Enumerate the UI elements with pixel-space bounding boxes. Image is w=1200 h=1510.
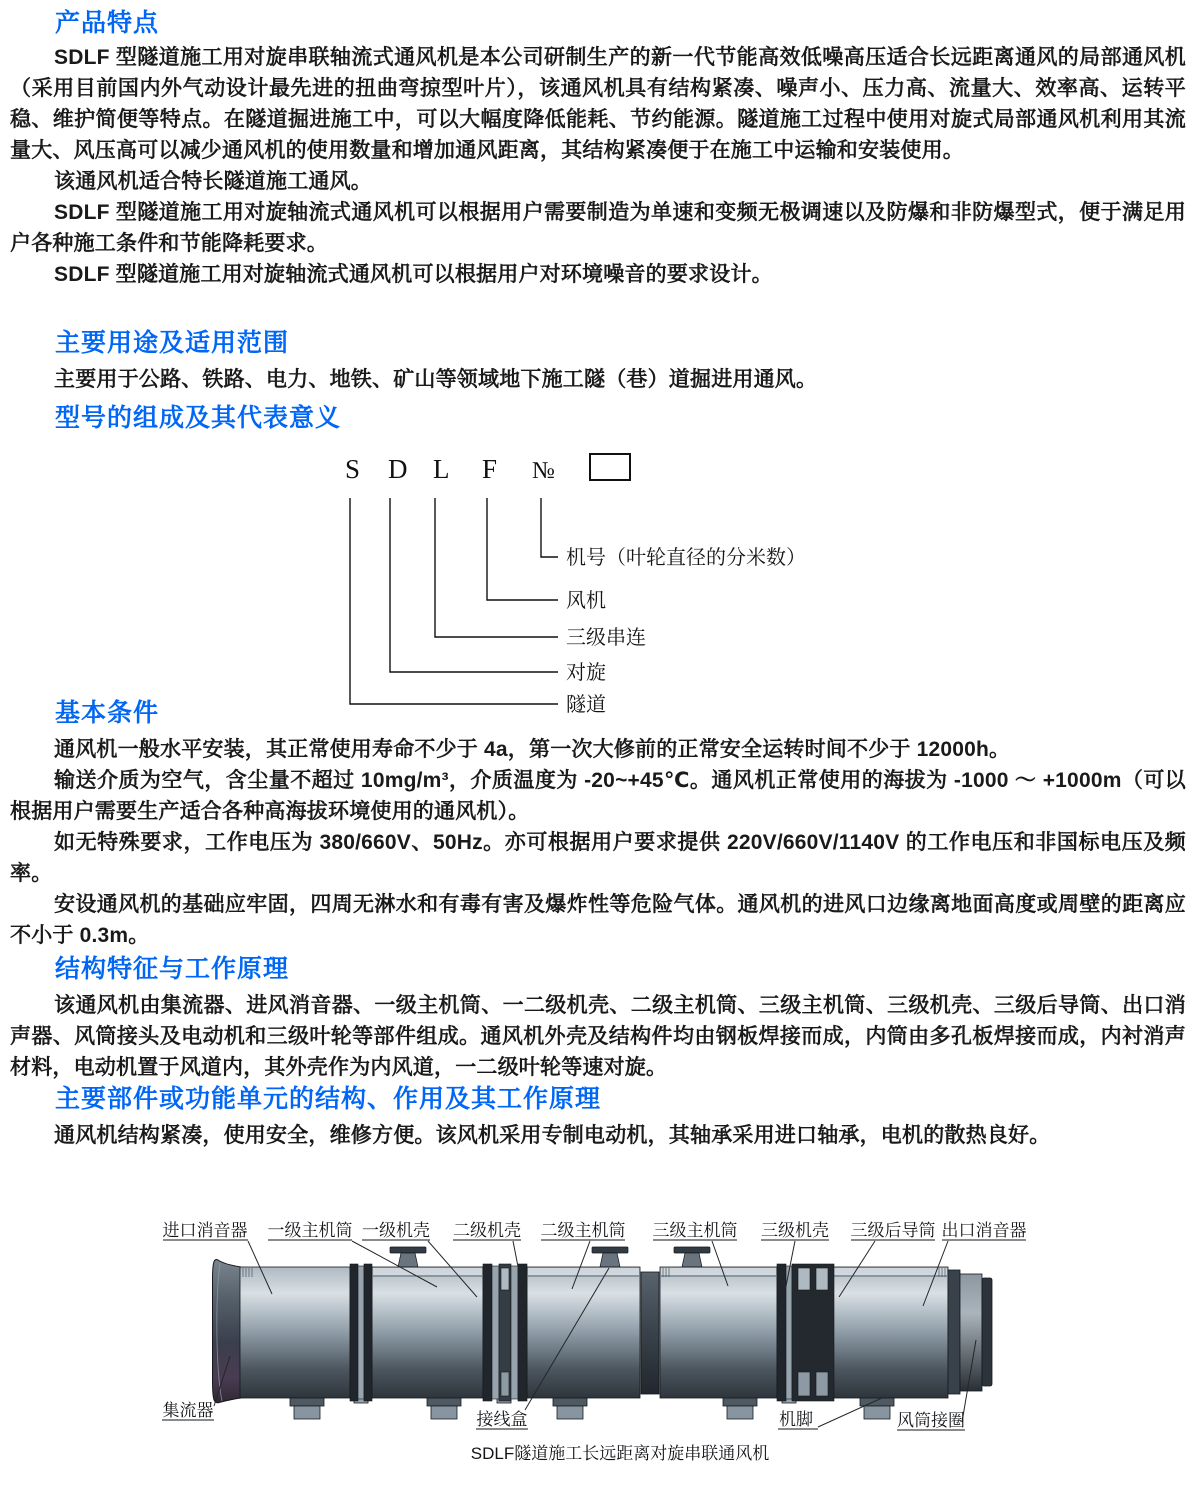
label-inlet-silencer: 进口消音器 xyxy=(162,1221,248,1240)
foot xyxy=(860,1396,894,1419)
fan-body xyxy=(240,1267,948,1398)
fan-assembly-figure xyxy=(0,1195,1200,1480)
branch-line-fan xyxy=(487,498,558,600)
label-duct-ring: 风筒接圈 xyxy=(897,1411,965,1430)
paragraph: 安设通风机的基础应牢固，四周无淋水和有毒有害及爆炸性等危险气体。通风机的进风口边缘离地面高度或周壁的距离应不小于 0.3m。 xyxy=(10,893,1186,947)
junction-box-fitting xyxy=(674,1247,710,1267)
junction-boxes xyxy=(390,1247,710,1267)
paragraph: 主要用于公路、铁路、电力、地铁、矿山等领域地下施工隧（巷）道掘进用通风。 xyxy=(54,368,818,391)
section-heading-components: 主要部件或功能单元的结构、作用及其工作原理 xyxy=(55,1085,602,1113)
section-inlet-silencer xyxy=(240,1267,350,1398)
recessed-connector xyxy=(641,1272,659,1394)
foot xyxy=(723,1396,757,1419)
model-label-three-stage: 三级串连 xyxy=(566,627,646,649)
label-stage2-main: 二级主机筒 xyxy=(540,1221,626,1240)
label-outlet-silencer: 出口消音器 xyxy=(941,1221,1027,1240)
paragraph: SDLF 型隧道施工用对旋轴流式通风机可以根据用户对环境噪音的要求设计。 xyxy=(54,263,773,286)
model-label-tunnel: 隧道 xyxy=(566,694,606,716)
model-letter-s: S xyxy=(345,454,361,484)
label-stage2-casing: 二级机壳 xyxy=(453,1221,521,1240)
model-label-fan: 风机 xyxy=(566,590,606,612)
label-junction-box: 接线盒 xyxy=(476,1410,528,1429)
label-stage3-guide: 三级后导筒 xyxy=(850,1221,936,1240)
section-stage3 xyxy=(660,1267,777,1398)
paragraph: 通风机一般水平安装，其正常使用寿命不少于 4a，第一次大修前的正常安全运转时间不少于 12000h。 xyxy=(54,738,1011,761)
branch-line-three-stage xyxy=(435,498,558,637)
section-heading-model: 型号的组成及其代表意义 xyxy=(55,404,342,432)
model-code-diagram xyxy=(0,440,960,720)
paragraph: 输送介质为空气，含尘量不超过 10mg/m³，介质温度为 -20~+45℃。通风机正常使用的海拔为 -1000 ～ +1000m（可以根据用户需要生产适合各种高海拔环境使用的通风机）。 xyxy=(10,769,1186,823)
model-label-counter-rotating: 对旋 xyxy=(566,662,606,684)
paragraph: 该通风机适合特长隧道施工通风。 xyxy=(54,170,372,193)
duct-connecting-ring xyxy=(982,1278,992,1386)
label-stage3-main: 三级主机筒 xyxy=(652,1221,738,1240)
paragraph: 该通风机由集流器、进风消音器、一级主机筒、一二级机壳、二级主机筒、三级主机筒、三级机壳、三级后导筒、出口消声器、风筒接头及电动机和三级叶轮等部件组成。通风机外壳及结构件均由钢板焊接而成，内筒由多孔板焊接而成，内衬消声材料，电动机置于风道内，其外壳作为内风道，一二级叶轮等速对旋。 xyxy=(10,994,1186,1079)
figure-caption: SDLF隧道施工长远距离对旋串联通风机 xyxy=(470,1444,770,1463)
section-basic-body xyxy=(0,734,1200,951)
paragraph: SDLF 型隧道施工用对旋串联轴流式通风机是本公司研制生产的新一代节能高效低噪高压适合长远距离通风的局部通风机（采用目前国内外气动设计最先进的扭曲弯掠型叶片），该通风机具有结构紧凑、噪声小、压力高、流量大、效率高、运转平稳、维护简便等特点。在隧道掘进施工中，可以大幅度降低能耗、节约能源。隧道施工过程中使用对旋式局部通风机利用其流量大、风压高可以减少通风机的使用数量和增加通风距离，其结构紧凑便于在施工中运输和安装使用。 xyxy=(10,46,1186,162)
model-label-machine-no: 机号（叶轮直径的分米数） xyxy=(566,547,806,569)
part-labels-top xyxy=(163,1221,1027,1240)
section-heading-structure: 结构特征与工作原理 xyxy=(55,955,290,983)
branch-line-counter-rotating xyxy=(390,498,558,672)
label-collector: 集流器 xyxy=(162,1401,214,1420)
branch-line-machine-no xyxy=(541,498,558,557)
label-machine-feet: 机脚 xyxy=(779,1410,813,1429)
section-stage1 xyxy=(372,1267,483,1398)
model-letter-f: F xyxy=(482,454,498,484)
foot xyxy=(553,1396,587,1419)
model-number-box xyxy=(590,454,630,480)
foot xyxy=(427,1396,461,1419)
section-features-body xyxy=(0,42,1200,290)
label-stage1-main: 一级主机筒 xyxy=(267,1221,353,1240)
outlet-cylinder xyxy=(960,1274,982,1391)
model-letter-d: D xyxy=(388,454,408,484)
outlet-flange xyxy=(948,1270,960,1394)
section-heading-basic: 基本条件 xyxy=(55,699,160,727)
branch-line-tunnel xyxy=(350,498,558,704)
paragraph: SDLF 型隧道施工用对旋轴流式通风机可以根据用户需要制造为单速和变频无极调速以及防爆和非防爆型式，便于满足用户各种施工条件和节能降耗要求。 xyxy=(10,201,1186,255)
junction-box-fitting xyxy=(592,1247,628,1267)
paragraph: 如无特殊要求，工作电压为 380/660V、50Hz。亦可根据用户要求提供 220V/660V/1140V 的工作电压和非国标电压及频率。 xyxy=(10,831,1186,885)
model-letter-l: L xyxy=(433,454,450,484)
label-stage3-casing: 三级机壳 xyxy=(761,1221,829,1240)
foot xyxy=(290,1396,324,1419)
section-heading-features: 产品特点 xyxy=(55,9,160,37)
model-letter-no: № xyxy=(532,458,555,484)
section-heading-usage: 主要用途及适用范围 xyxy=(55,329,290,357)
label-stage1-casing: 一级机壳 xyxy=(362,1221,430,1240)
paragraph: 通风机结构紧凑，使用安全，维修方便。该风机采用专制电动机，其轴承采用进口轴承，电机的散热良好。 xyxy=(54,1124,1051,1147)
